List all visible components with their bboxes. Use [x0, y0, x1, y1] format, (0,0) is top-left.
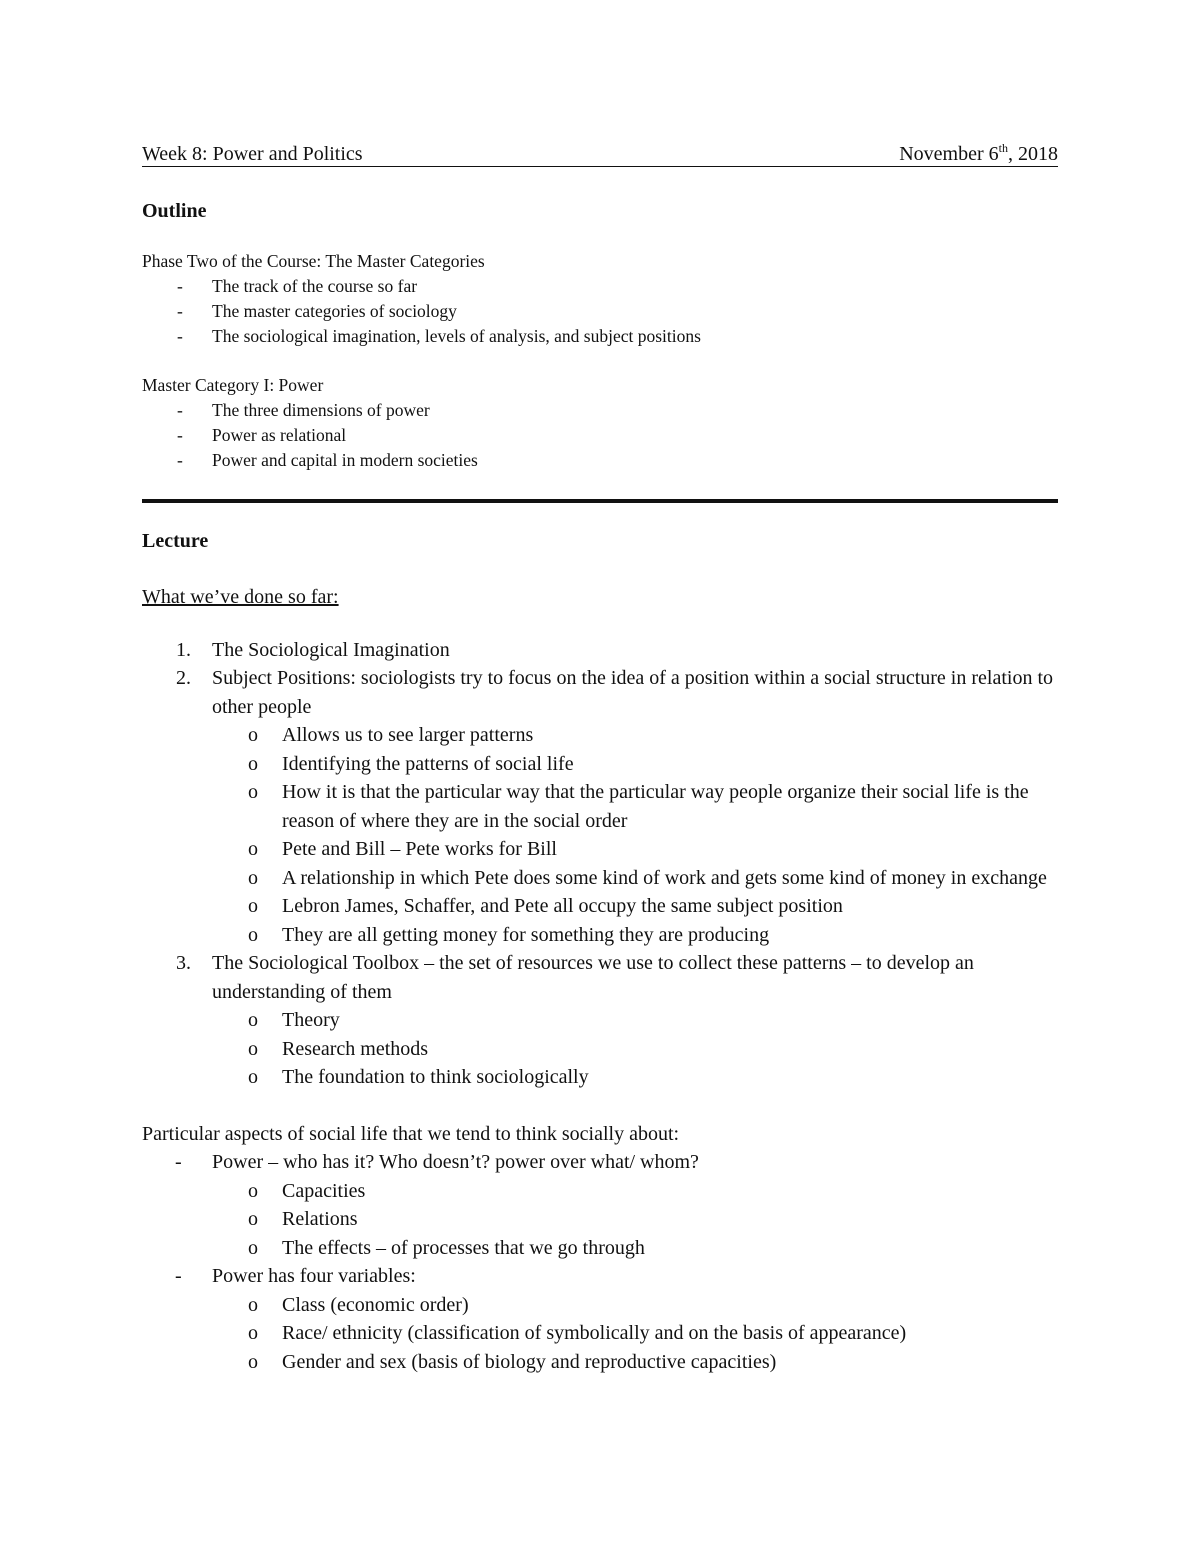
- outline-item: - The three dimensions of power: [142, 398, 1058, 423]
- header-date-sup: th: [998, 141, 1008, 155]
- item-number: 1.: [176, 638, 191, 661]
- header-title: Week 8: Power and Politics: [142, 143, 363, 165]
- outline-item: - The track of the course so far: [142, 274, 1058, 299]
- outline-item: - The master categories of sociology: [142, 299, 1058, 324]
- outline-heading: Outline: [142, 200, 207, 222]
- sub-item: o A relationship in which Pete does some kind of work and gets some kind of money in exchange: [142, 864, 1058, 893]
- lecture-subtitle: What we’ve done so far:: [142, 586, 339, 608]
- aspect-item: [142, 1262, 1058, 1376]
- sub-item: o Race/ ethnicity (classification of symbolically and on the basis of appearance): [142, 1319, 1058, 1348]
- header-date: [899, 142, 1058, 166]
- header-date-tail: , 2018: [1008, 143, 1058, 165]
- numbered-item: [142, 949, 1058, 1092]
- lecture-heading: Lecture: [142, 530, 209, 552]
- aspects-list: [142, 1148, 1058, 1376]
- numbered-item: [142, 664, 1058, 949]
- outline-item: - Power and capital in modern societies: [142, 448, 1058, 473]
- item-text: Subject Positions: sociologists try to focus on the idea of a position within a social structure in relation to other people: [212, 667, 1053, 718]
- sub-list: [212, 1291, 1058, 1377]
- sub-item: o Gender and sex (basis of biology and reproductive capacities): [142, 1348, 1058, 1377]
- sub-item: o They are all getting money for something they are producing: [142, 921, 1058, 950]
- outline-list: [142, 398, 1058, 473]
- sub-list: [212, 721, 1058, 949]
- item-number: 3.: [176, 952, 191, 974]
- sub-list: [212, 1177, 1058, 1263]
- document-page: [142, 140, 1058, 1376]
- sub-item: o How it is that the particular way that the particular way people organize their social life is the reason of where they are in the social order: [142, 778, 1058, 835]
- header-date-main: November 6: [899, 143, 999, 165]
- sub-list: [212, 1006, 1058, 1092]
- sub-item: o Pete and Bill – Pete works for Bill: [142, 835, 1058, 864]
- page-header: [142, 140, 1058, 167]
- sub-item: o Capacities: [142, 1177, 1058, 1206]
- sub-item: o Lebron James, Schaffer, and Pete all occupy the same subject position: [142, 892, 1058, 921]
- section-divider: [142, 499, 1058, 503]
- aspect-text: Power has four variables:: [212, 1265, 416, 1287]
- numbered-item: [142, 636, 1058, 665]
- item-number: 2.: [176, 667, 191, 689]
- item-text: The Sociological Toolbox – the set of resources we use to collect these patterns – to develop an understanding of them: [212, 952, 974, 1003]
- outline-group-title: Master Category I: Power: [142, 375, 324, 395]
- outline-list: [142, 274, 1058, 349]
- outline-group-title: Phase Two of the Course: The Master Categories: [142, 251, 485, 271]
- sub-item: o Research methods: [142, 1035, 1058, 1064]
- sub-item: o Allows us to see larger patterns: [142, 721, 1058, 750]
- aspects-title: Particular aspects of social life that we tend to think socially about:: [142, 1122, 680, 1145]
- sub-item: o Theory: [142, 1006, 1058, 1035]
- sub-item: o Identifying the patterns of social life: [142, 750, 1058, 779]
- sub-item: o Relations: [142, 1205, 1058, 1234]
- sub-item: o The effects – of processes that we go through: [142, 1234, 1058, 1263]
- aspect-text: Power – who has it? Who doesn’t? power over what/ whom?: [212, 1151, 699, 1173]
- aspect-item: [142, 1148, 1058, 1262]
- outline-item: - Power as relational: [142, 423, 1058, 448]
- sub-item: o The foundation to think sociologically: [142, 1063, 1058, 1092]
- item-text: The Sociological Imagination: [212, 638, 450, 661]
- sub-item: o Class (economic order): [142, 1291, 1058, 1320]
- outline-item: - The sociological imagination, levels of analysis, and subject positions: [142, 324, 1058, 349]
- numbered-list: [142, 636, 1058, 1092]
